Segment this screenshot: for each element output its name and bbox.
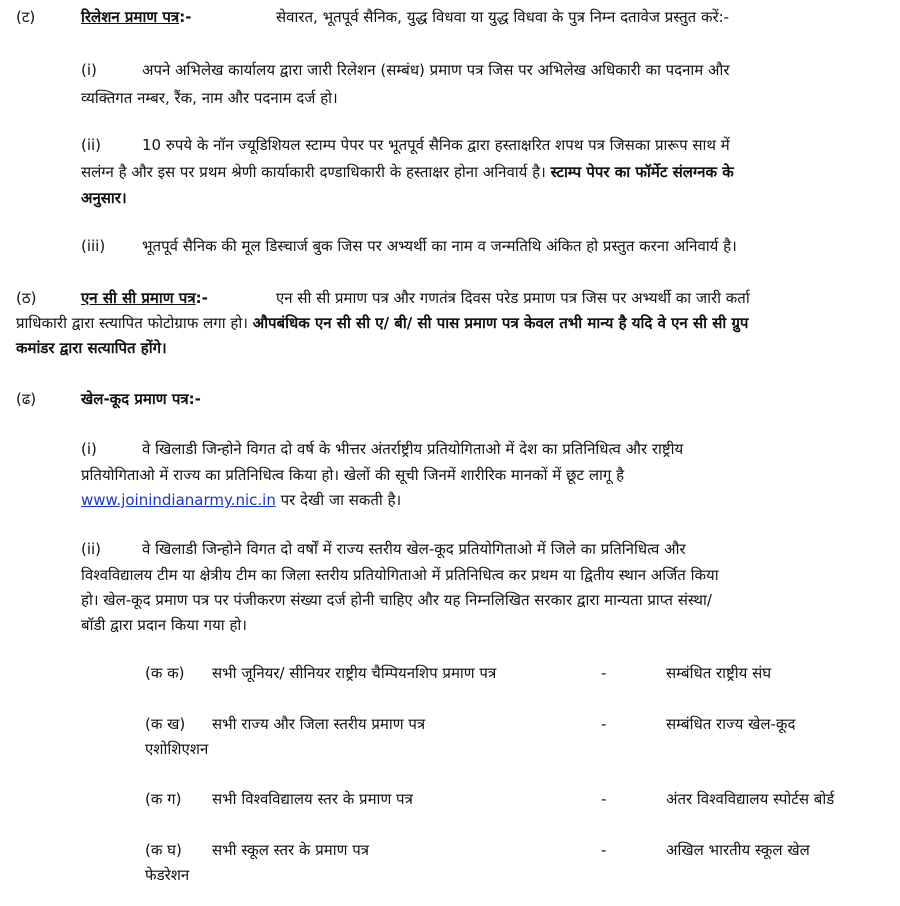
item-number: (iii) xyxy=(81,237,106,255)
paragraph-line: अपने अभिलेख कार्यालय द्वारा जारी रिलेशन (सम्बंध) प्रमाण पत्र जिस पर अभिलेख अधिकारी का पदनाम और xyxy=(142,61,730,79)
list-item-code: (क घ) xyxy=(145,841,182,859)
list-item-code: (क ख) xyxy=(145,715,186,733)
bold-note: औपबंधिक एन सी सी ए/ बी/ सी पास प्रमाण पत्र केवल तभी मान्य है यदि वे एन सी सी ग्रुप xyxy=(252,314,749,332)
paragraph-line: एन सी सी प्रमाण पत्र और गणतंत्र दिवस परेड प्रमाण पत्र जिस पर अभ्यर्थी का जारी कर्ता xyxy=(276,289,750,307)
bold-note: स्टाम्प पेपर का फॉर्मेट संलग्नक के xyxy=(550,163,734,181)
section-heading: एन सी सी प्रमाण पत्र:- xyxy=(81,289,208,307)
paragraph-line: बॉडी द्वारा प्रदान किया गया हो। xyxy=(81,616,247,634)
paragraph-line: 10 रुपये के नॉन ज्यूडिशियल स्टाम्प पेपर पर भूतपूर्व सैनिक द्वारा हस्ताक्षरित शपथ पत्र जिसका प्रारूप साथ में xyxy=(142,136,730,154)
item-number: (ii) xyxy=(81,540,102,558)
bold-note: अनुसार। xyxy=(81,189,127,207)
paragraph-line: प्रतियोगिताओ में राज्य का प्रतिनिधित्व किया हो। खेलों की सूची जिनमें शारीरिक मानकों में छूट लागू है xyxy=(81,466,625,484)
paragraph-line: सलंग्न है और इस पर प्रथम श्रेणी कार्याकारी दण्डाधिकारी के हस्ताक्षर होना अनिवार्य है। स्टाम्प पेपर का फॉर्मेट संलग्नक के xyxy=(81,163,734,181)
paragraph-line: हो। खेल-कूद प्रमाण पत्र पर पंजीकरण संख्या दर्ज होनी चाहिए और यह निम्नलिखित सरकार द्वारा मान्यता प्राप्त संस्था/ xyxy=(81,591,712,609)
separator-dash: - xyxy=(601,790,607,808)
separator-dash: - xyxy=(601,715,607,733)
issuing-body: अखिल भारतीय स्कूल खेल xyxy=(666,841,810,859)
paragraph-line: व्यक्तिगत नम्बर, रैंक, नाम और पदनाम दर्ज हो। xyxy=(81,89,338,107)
issuing-body: सम्बंधित राष्ट्रीय संघ xyxy=(666,664,772,682)
issuing-body-continued: फेडरेशन xyxy=(145,866,190,884)
paragraph-line: विश्वविद्यालय टीम या क्षेत्रीय टीम का जिला स्तरीय प्रतियोगिताओ में प्रतिनिधित्व कर प्रथम या द्वितीय स्थान अर्जित किया xyxy=(81,566,719,584)
section-marker: (ठ) xyxy=(16,289,37,307)
section-heading: खेल-कूद प्रमाण पत्र:- xyxy=(81,390,201,408)
section-marker: (ढ) xyxy=(16,390,37,408)
joinindianarmy-link[interactable]: www.joinindianarmy.nic.in xyxy=(81,491,276,509)
list-item-code: (क क) xyxy=(145,664,185,682)
item-number: (i) xyxy=(81,440,97,458)
certificate-type: सभी जूनियर/ सीनियर राष्ट्रीय चैम्पियनशिप प्रमाण पत्र xyxy=(212,664,497,682)
separator-dash: - xyxy=(601,841,607,859)
issuing-body-continued: एशोशिएशन xyxy=(145,740,209,758)
paragraph-line: प्राधिकारी द्वारा स्त्यापित फोटोग्राफ लगा हो। औपबंधिक एन सी सी ए/ बी/ सी पास प्रमाण पत्र केवल तभी मान्य है यदि वे एन सी सी ग्रुप xyxy=(16,314,749,332)
issuing-body: अंतर विश्वविद्यालय स्पोर्टस बोर्ड xyxy=(666,790,835,808)
separator-dash: - xyxy=(601,664,607,682)
section-heading: रिलेशन प्रमाण पत्र:- xyxy=(81,8,192,26)
list-item-code: (क ग) xyxy=(145,790,182,808)
paragraph-line: www.joinindianarmy.nic.in पर देखी जा सकती है। xyxy=(81,491,402,509)
issuing-body: सम्बंधित राज्य खेल-कूद xyxy=(666,715,796,733)
bold-note: कमांडर द्वारा सत्यापित होंगे। xyxy=(16,339,167,357)
section-intro: सेवारत, भूतपूर्व सैनिक, युद्ध विधवा या युद्ध विधवा के पुत्र निम्न दतावेज प्रस्तुत करें:- xyxy=(276,8,730,26)
section-marker: (ट) xyxy=(16,8,36,26)
paragraph-line: वे खिलाडी जिन्होने विगत दो वर्ष के भीत्तर अंतर्राष्ट्रीय प्रतियोगिताओ में देश का प्रतिनिधित्व और राष्ट्रीय xyxy=(142,440,684,458)
certificate-type: सभी स्कूल स्तर के प्रमाण पत्र xyxy=(212,841,370,859)
item-number: (ii) xyxy=(81,136,102,154)
item-number: (i) xyxy=(81,61,97,79)
certificate-type: सभी विश्वविद्यालय स्तर के प्रमाण पत्र xyxy=(212,790,413,808)
paragraph-line: भूतपूर्व सैनिक की मूल डिस्चार्ज बुक जिस पर अभ्यर्थी का नाम व जन्मतिथि अंकित हो प्रस्तुत करना अनिवार्य है। xyxy=(142,237,737,255)
certificate-type: सभी राज्य और जिला स्तरीय प्रमाण पत्र xyxy=(212,715,426,733)
paragraph-line: वे खिलाडी जिन्होने विगत दो वर्षों में राज्य स्तरीय खेल-कूद प्रतियोगिताओ में जिले का प्रतिनिधित्व और xyxy=(142,540,686,558)
